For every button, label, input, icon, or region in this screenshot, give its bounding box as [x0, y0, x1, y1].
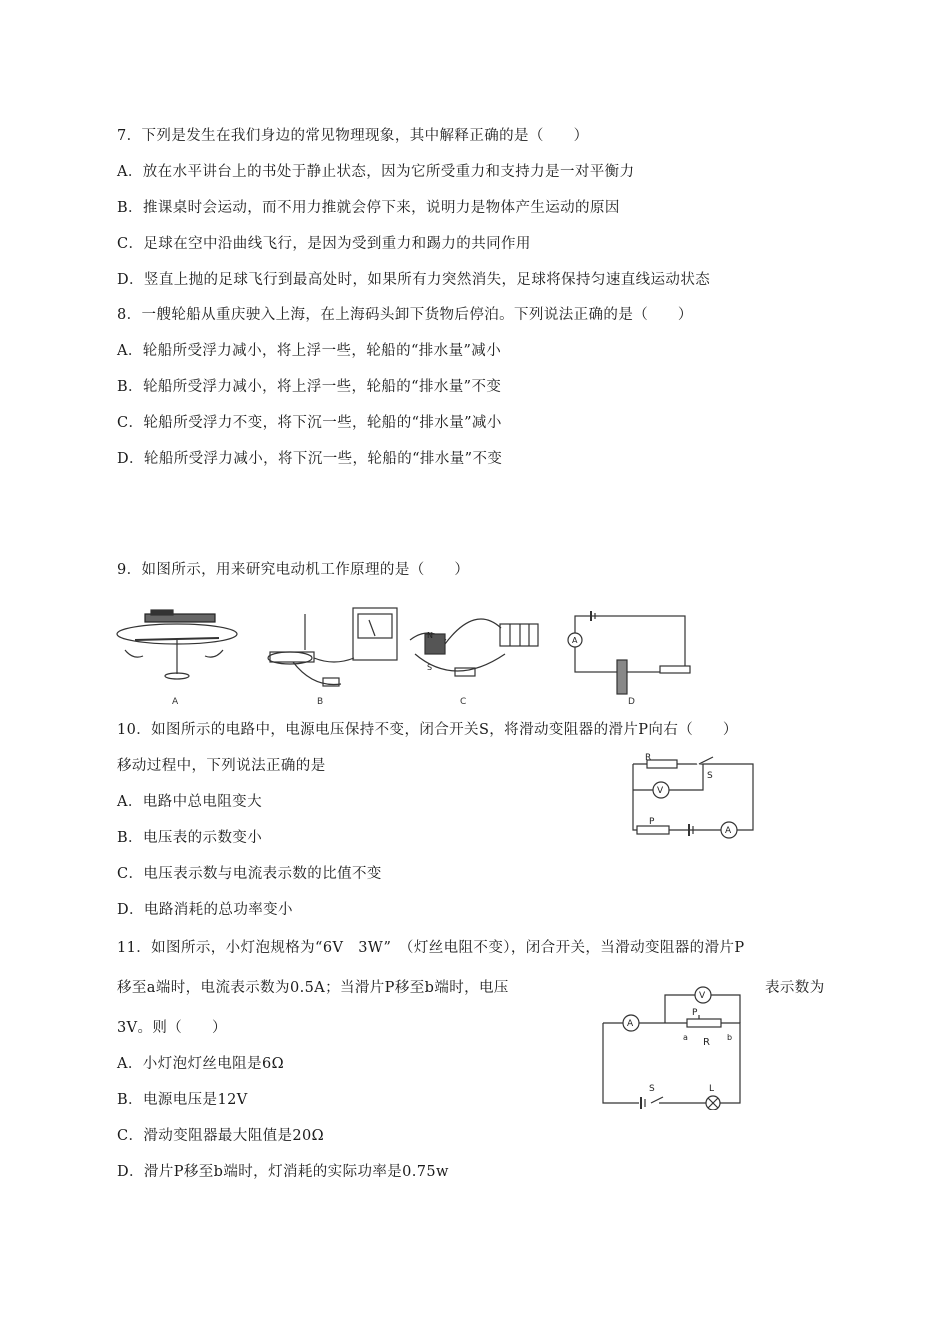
q10-label-s: S [707, 771, 713, 781]
q9-figure-c [410, 619, 538, 707]
q11-stem-end: 3V。则（ ） [117, 1020, 227, 1036]
q7-option-c: C．足球在空中沿曲线飞行，是因为受到重力和踢力的共同作用 [117, 236, 531, 252]
q11-label-s: S [649, 1084, 655, 1094]
q11-label-end-b: b [727, 1033, 733, 1042]
q10-stem: 10．如图所示的电路中，电源电压保持不变，闭合开关S，将滑动变阻器的滑片P向右（ ） [117, 722, 738, 738]
q9-label-a: A [172, 697, 179, 707]
svg-text:A: A [572, 636, 578, 645]
q8-option-d: D．轮船所受浮力减小，将下沉一些，轮船的“排水量”不变 [117, 451, 503, 467]
q7-option-a: A．放在水平讲台上的书处于静止状态，因为它所受重力和支持力是一对平衡力 [117, 164, 635, 180]
q8-option-c: C．轮船所受浮力不变，将下沉一些，轮船的“排水量”减小 [117, 415, 502, 431]
q10-stem-continued: 移动过程中，下列说法正确的是 [117, 758, 326, 774]
svg-text:N: N [427, 631, 433, 640]
svg-text:S: S [427, 663, 433, 672]
q11-label-l: L [709, 1084, 715, 1094]
q8-option-b: B．轮船所受浮力减小，将上浮一些，轮船的“排水量”不变 [117, 379, 502, 395]
q10-circuit-diagram [625, 752, 760, 842]
q11-stem-continued-left: 移至a端时，电流表示数为0.5A；当滑片P移至b端时，电压 [117, 980, 509, 996]
q9-figure-d [568, 611, 690, 707]
q9-label-d: D [628, 697, 635, 707]
q10-option-b: B．电压表的示数变小 [117, 830, 263, 846]
q8-stem: 8．一艘轮船从重庆驶入上海，在上海码头卸下货物后停泊。下列说法正确的是（ ） [117, 307, 693, 323]
q7-stem: 7．下列是发生在我们身边的常见物理现象，其中解释正确的是（ ） [117, 128, 589, 144]
q10-label-v: V [657, 786, 664, 796]
q11-option-b: B．电源电压是12V [117, 1092, 248, 1108]
q11-label-r: R [703, 1037, 710, 1048]
q11-stem: 11．如图所示，小灯泡规格为“6V 3W” （灯丝电阻不变），闭合开关，当滑动变阻器的滑片P [117, 940, 745, 956]
q11-option-c: C．滑动变阻器最大阻值是20Ω [117, 1128, 325, 1144]
q11-label-p: P [692, 1008, 698, 1018]
q10-label-p: P [649, 817, 655, 827]
q9-figure [115, 600, 705, 712]
q10-option-d: D．电路消耗的总功率变小 [117, 902, 293, 918]
q11-option-a: A．小灯泡灯丝电阻是6Ω [117, 1056, 285, 1072]
q11-label-ammeter: A [627, 1019, 634, 1029]
q9-label-b: B [317, 697, 324, 707]
q11-stem-continued-right: 表示数为 [765, 980, 825, 996]
q9-figure-a [117, 610, 237, 707]
q11-label-end-a: a [683, 1033, 688, 1042]
q9-figure-b [268, 608, 397, 707]
q10-option-a: A．电路中总电阻变大 [117, 794, 262, 810]
q11-option-d: D．滑片P移至b端时，灯消耗的实际功率是0.75w [117, 1164, 449, 1180]
q7-option-d: D．竖直上抛的足球飞行到最高处时，如果所有力突然消失，足球将保持匀速直线运动状态 [117, 272, 711, 288]
q9-label-c: C [460, 697, 467, 707]
q9-stem: 9．如图所示，用来研究电动机工作原理的是（ ） [117, 562, 470, 578]
q11-circuit-diagram [595, 985, 745, 1110]
q10-option-c: C．电压表示数与电流表示数的比值不变 [117, 866, 382, 882]
q11-label-v: V [699, 991, 706, 1001]
q8-option-a: A．轮船所受浮力减小，将上浮一些，轮船的“排水量”减小 [117, 343, 502, 359]
q10-label-r: R [645, 753, 652, 763]
q10-label-a: A [725, 826, 732, 836]
q7-option-b: B．推课桌时会运动，而不用力推就会停下来，说明力是物体产生运动的原因 [117, 200, 620, 216]
